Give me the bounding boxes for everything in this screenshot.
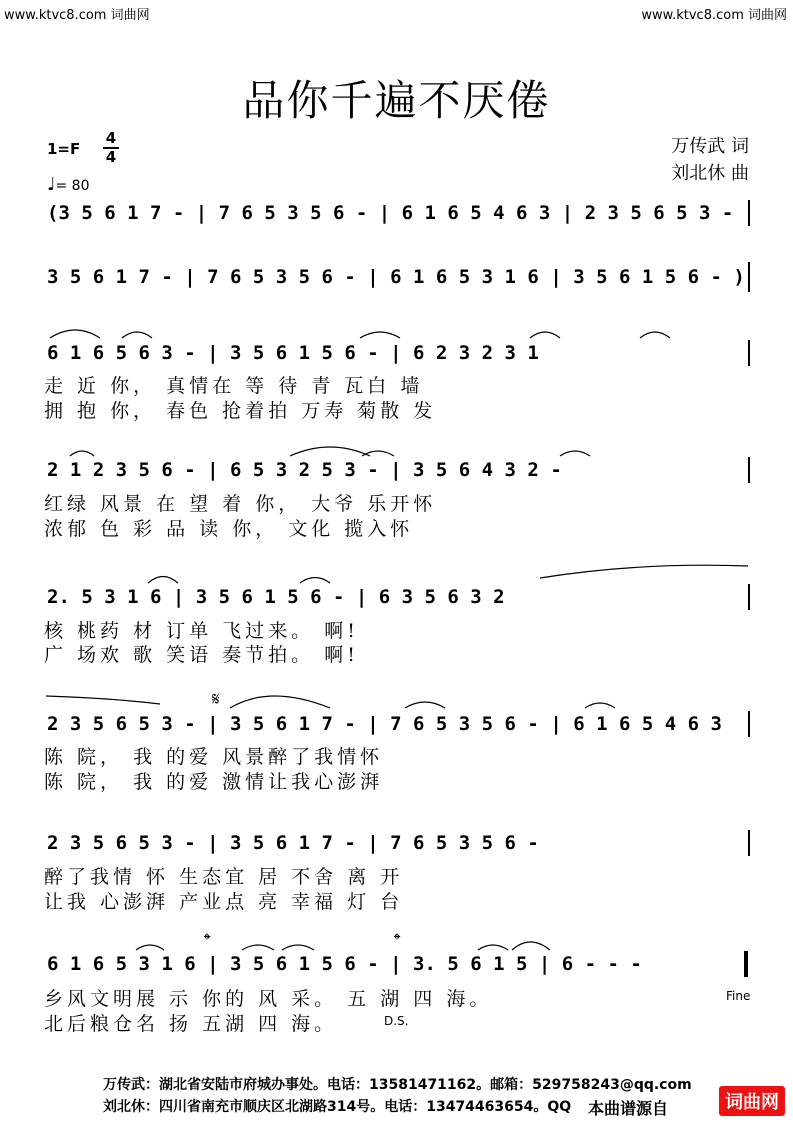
music-row-7: 2 3 5 6 5 3 - | 3 5 6 1 7 - | 7 6 5 3 5 6 - — [47, 832, 539, 854]
lyrics-row-6-verse-1: 陈 院， 我 的爱 风景醉了我情怀 — [44, 746, 384, 768]
tempo-value: = 80 — [55, 178, 90, 194]
lyrics-row-3-verse-1: 走 近 你， 真情在 等 待 青 瓦白 墙 — [44, 375, 424, 397]
music-row-8: 6 1 6 5 3 1 6 | 3 5 6 1 5 6 - | 3. 5 6 1 5 | 6 - - - — [47, 953, 642, 975]
lyrics-row-4-verse-1: 红绿 风景 在 望 着 你， 大爷 乐开怀 — [44, 493, 437, 515]
source-label: 本曲谱源自 — [588, 1099, 669, 1118]
time-sig-top: 4 — [105, 129, 117, 147]
time-sig-bottom: 4 — [105, 148, 117, 166]
composer-credit: 刘北休 曲 — [671, 163, 749, 184]
segno-icon: 𝄋 — [212, 689, 220, 710]
song-title: 品你千遍不厌倦 — [242, 76, 551, 125]
lyrics-row-3-verse-2: 拥 抱 你， 春色 抢着拍 万寿 菊散 发 — [44, 400, 437, 422]
lyricist-credit: 万传武 词 — [671, 136, 749, 157]
ds-mark: D.S. — [384, 1014, 409, 1028]
site-logo[interactable]: 词曲网 — [719, 1086, 785, 1116]
music-row-4: 2 1 2 3 5 6 - | 6 5 3 2 5 3 - | 3 5 6 4 3 2 - — [47, 459, 562, 481]
footer-lyricist-contact: 万传武：湖北省安陆市府城办事处。电话：13581471162。邮箱：529758243@qq.com — [103, 1077, 692, 1093]
music-row-2: 3 5 6 1 7 - | 7 6 5 3 5 6 - | 6 1 6 5 3 1 6 | 3 5 6 1 5 6 - ) — [47, 266, 745, 288]
fine-mark: Fine — [726, 989, 751, 1003]
watermark-left: www.ktvc8.com 词曲网 — [4, 8, 150, 23]
lyrics-row-8-verse-1: 乡风文明展 示 你的 风 采。 五 湖 四 海。 — [44, 988, 493, 1010]
quarter-note-icon: ♩ — [47, 174, 56, 195]
lyrics-row-7-verse-1: 醉了我情 怀 生态宜 居 不舍 离 开 — [44, 866, 404, 888]
watermark-right: www.ktvc8.com 词曲网 — [641, 8, 787, 23]
footer-composer-contact: 刘北休：四川省南充市顺庆区北湖路314号。电话：13474463654。QQ — [103, 1099, 572, 1115]
music-row-3: 6 1 6 5 6 3 - | 3 5 6 1 5 6 - | 6 2 3 2 3 1 — [47, 342, 539, 364]
key-signature: 1=F — [47, 140, 81, 158]
coda-icon-1: 𝄌 — [204, 930, 211, 951]
music-row-1: (3 5 6 1 7 - | 7 6 5 3 5 6 - | 6 1 6 5 4 6 3 | 2 3 5 6 5 3 - — [47, 202, 734, 224]
lyrics-row-6-verse-2: 陈 院， 我 的爱 激情让我心澎湃 — [44, 771, 384, 793]
lyrics-row-8-verse-2: 北后粮仓名 扬 五湖 四 海。 — [44, 1013, 338, 1035]
lyrics-row-5-verse-2: 广 场欢 歌 笑语 奏节拍。 啊! — [44, 644, 359, 666]
music-row-6: 2 3 5 6 5 3 - | 3 5 6 1 7 - | 7 6 5 3 5 6 - | 6 1 6 5 4 6 3 — [47, 713, 722, 735]
lyrics-row-7-verse-2: 让我 心澎湃 产业点 亮 幸福 灯 台 — [44, 891, 404, 913]
coda-icon-2: 𝄌 — [394, 930, 401, 951]
music-row-5: 2. 5 3 1 6 | 3 5 6 1 5 6 - | 6 3 5 6 3 2 — [47, 586, 505, 608]
lyrics-row-4-verse-2: 浓郁 色 彩 品 读 你， 文化 揽入怀 — [44, 518, 414, 540]
lyrics-row-5-verse-1: 核 桃药 材 订单 飞过来。 啊! — [44, 620, 359, 642]
